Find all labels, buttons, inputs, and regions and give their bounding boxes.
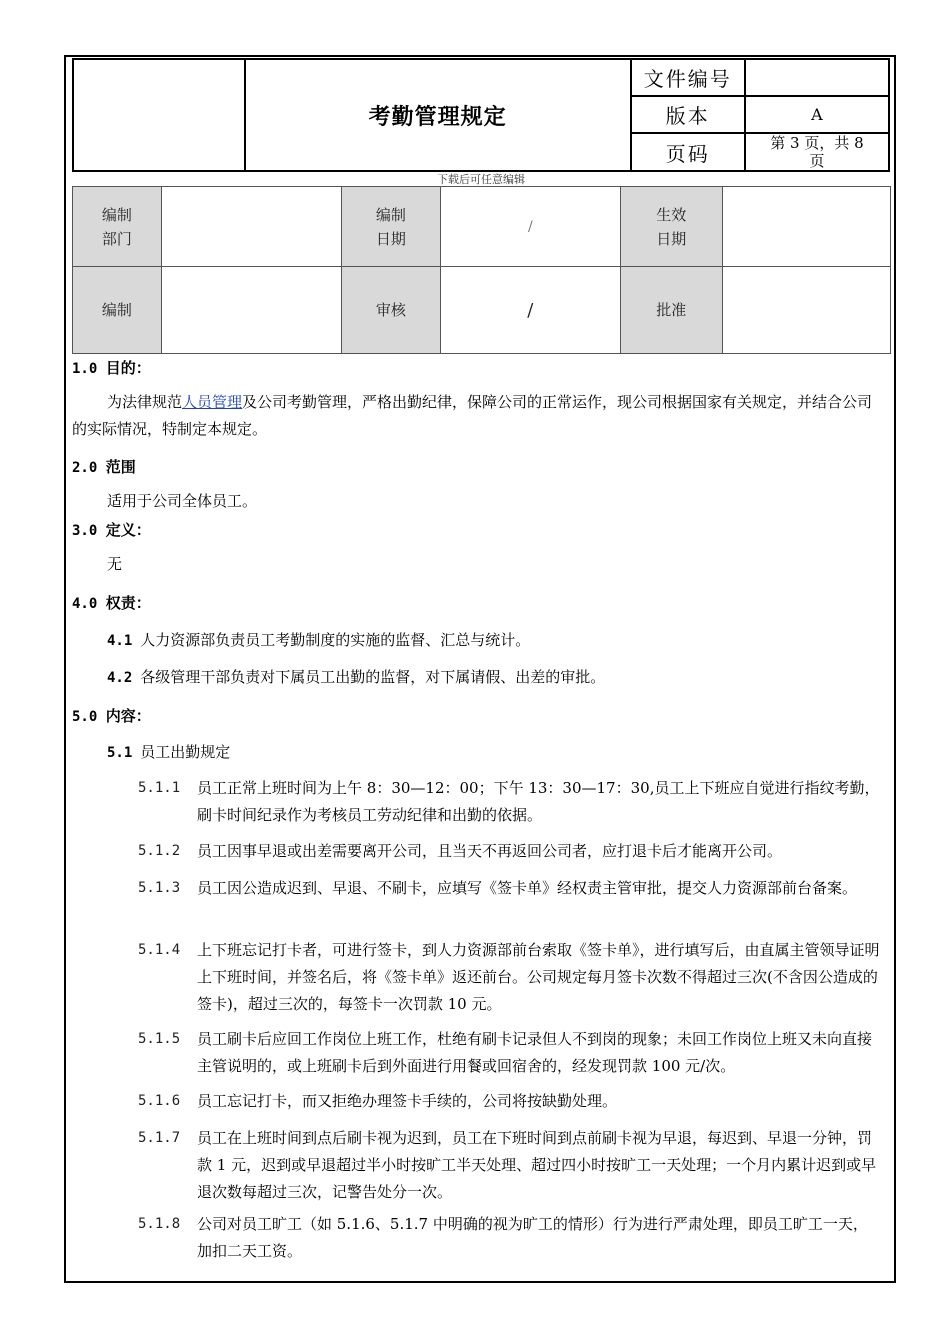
dept-label-line1: 编制 <box>101 205 132 224</box>
approve-label: 批准 <box>620 267 722 354</box>
clause-text: 员工刷卡后应回工作岗位上班工作，杜绝有刷卡记录但人不到岗的现象；未回工作岗位上班又未向直接主管说明的，或上班刷卡后到外面进行用餐或回宿舍的，经发现罚款 100 元/次。 <box>197 1030 873 1075</box>
dept-label <box>73 187 162 267</box>
section-title: 范围 <box>105 458 136 476</box>
clause-number: 5.1 <box>107 745 133 761</box>
clause-number: 5.1.3 <box>138 880 181 896</box>
definition-text: 无 <box>107 555 123 573</box>
subsection-5-1 <box>107 741 230 762</box>
clause-text: 公司对员工旷工（如 5.1.6、5.1.7 中明确的视为旷工的情形）行为进行严肃处理，即员工旷工一天，加扣二天工资。 <box>197 1215 868 1260</box>
clause-text: 员工正常上班时间为上午 8：30—12：00；下午 13：30—17：30,员工上下班应自觉进行指纹考勤，刷卡时间纪录作为考核员工劳动纪律和出勤的依据。 <box>197 779 880 824</box>
effective-label-line1: 生效 <box>656 205 687 224</box>
section-number: 4.0 <box>72 596 98 612</box>
date-label-line2: 日期 <box>375 229 406 248</box>
effective-label-line2: 日期 <box>656 229 687 248</box>
clause-text: 员工在上班时间到点后刷卡视为迟到，员工在下班时间到点前刷卡视为早退，每迟到、早退一分钟，罚款 1 元，迟到或早退超过半小时按旷工半天处理、超过四小时按旷工一天处理；一个月内累计迟到或早退次数每超过三次，记警告处分一次。 <box>197 1129 877 1201</box>
clause-number: 5.1.1 <box>138 780 181 796</box>
clause-number: 5.1.6 <box>138 1093 181 1109</box>
section-title: 内容： <box>105 707 151 725</box>
purpose-text-start: 为法律规范 <box>107 393 183 411</box>
purpose-paragraph <box>72 389 877 443</box>
section-number: 5.0 <box>72 709 98 725</box>
document-title: 考勤管理规定 <box>245 59 631 171</box>
doc-number-value <box>745 59 889 96</box>
section-title: 目的： <box>105 359 151 377</box>
clause-5-1-7 <box>138 1125 880 1206</box>
review-value: / <box>440 267 620 354</box>
section-heading-definition <box>72 519 151 540</box>
responsibility-4-1 <box>107 629 530 650</box>
clause-text: 上下班忘记打卡者，可进行签卡，到人力资源部前台索取《签卡单》，进行填写后，由直属主管领导证明上下班时间，并签名后，将《签卡单》返还前台。公司规定每月签卡次数不得超过三次(不含因公造成的签卡)，超过三次的，每签卡一次罚款 10 元。 <box>197 941 880 1013</box>
date-value: / <box>440 187 620 267</box>
clause-number: 5.1.5 <box>138 1031 181 1047</box>
clause-text: 员工出勤规定 <box>140 743 231 761</box>
clause-text: 员工忘记打卡，而又拒绝办理签卡手续的，公司将按缺勤处理。 <box>197 1092 618 1110</box>
section-number: 2.0 <box>72 460 98 476</box>
section-heading-purpose <box>72 357 151 378</box>
dept-label-line2: 部门 <box>101 229 132 248</box>
clause-number: 5.1.7 <box>138 1130 181 1146</box>
clause-5-1-8 <box>138 1211 880 1265</box>
clause-5-1-6 <box>138 1088 880 1115</box>
document-header <box>72 58 890 172</box>
doc-number-label: 文件编号 <box>631 59 745 96</box>
clause-5-1-5 <box>138 1026 880 1080</box>
date-label-line1: 编制 <box>375 205 406 224</box>
review-label: 审核 <box>341 267 440 354</box>
section-title: 权责： <box>105 594 151 612</box>
section-heading-responsibility <box>72 592 151 613</box>
effective-label <box>620 187 722 267</box>
date-label <box>341 187 440 267</box>
page-value-line1: 第 3 页，共 8 <box>770 134 864 152</box>
clause-5-1-1 <box>138 775 880 829</box>
page-value-line2: 页 <box>809 152 825 170</box>
section-heading-scope <box>72 456 136 477</box>
version-value: A <box>745 96 889 133</box>
author-value <box>161 267 341 354</box>
scope-text: 适用于公司全体员工。 <box>107 492 258 510</box>
section-number: 1.0 <box>72 361 98 377</box>
clause-number: 5.1.4 <box>138 942 181 958</box>
page-value <box>745 133 889 171</box>
version-label: 版本 <box>631 96 745 133</box>
clause-text: 员工因公造成迟到、早退、不刷卡，应填写《签卡单》经权责主管审批，提交人力资源部前台备案。 <box>197 879 858 897</box>
author-label: 编制 <box>73 267 162 354</box>
section-number: 3.0 <box>72 523 98 539</box>
clause-5-1-4 <box>138 937 880 1018</box>
clause-number: 4.1 <box>107 633 133 649</box>
dept-value <box>161 187 341 267</box>
clause-5-1-2 <box>138 838 880 865</box>
approval-table <box>72 186 891 354</box>
clause-5-1-3 <box>138 875 880 902</box>
effective-value <box>722 187 890 267</box>
logo-cell <box>73 59 245 171</box>
approve-value <box>722 267 890 354</box>
clause-number: 4.2 <box>107 670 133 686</box>
responsibility-4-2 <box>107 666 605 687</box>
personnel-management-link[interactable]: 人员管理 <box>182 393 243 411</box>
clause-text: 人力资源部负责员工考勤制度的实施的监督、汇总与统计。 <box>140 631 531 649</box>
section-heading-content <box>72 705 151 726</box>
clause-number: 5.1.2 <box>138 843 181 859</box>
clause-text: 各级管理干部负责对下属员工出勤的监督，对下属请假、出差的审批。 <box>140 668 606 686</box>
clause-text: 员工因事早退或出差需要离开公司，且当天不再返回公司者，应打退卡后才能离开公司。 <box>197 842 783 860</box>
download-note: 下载后可任意编辑 <box>437 173 525 186</box>
section-title: 定义： <box>105 521 151 539</box>
clause-number: 5.1.8 <box>138 1216 181 1232</box>
page-label: 页码 <box>631 133 745 171</box>
purpose-text-end: 及公司考勤管理，严格出勤纪律，保障公司的正常运作，现公司根据国家有关规定，并结合公司的实际情况，特制定本规定。 <box>72 393 873 438</box>
